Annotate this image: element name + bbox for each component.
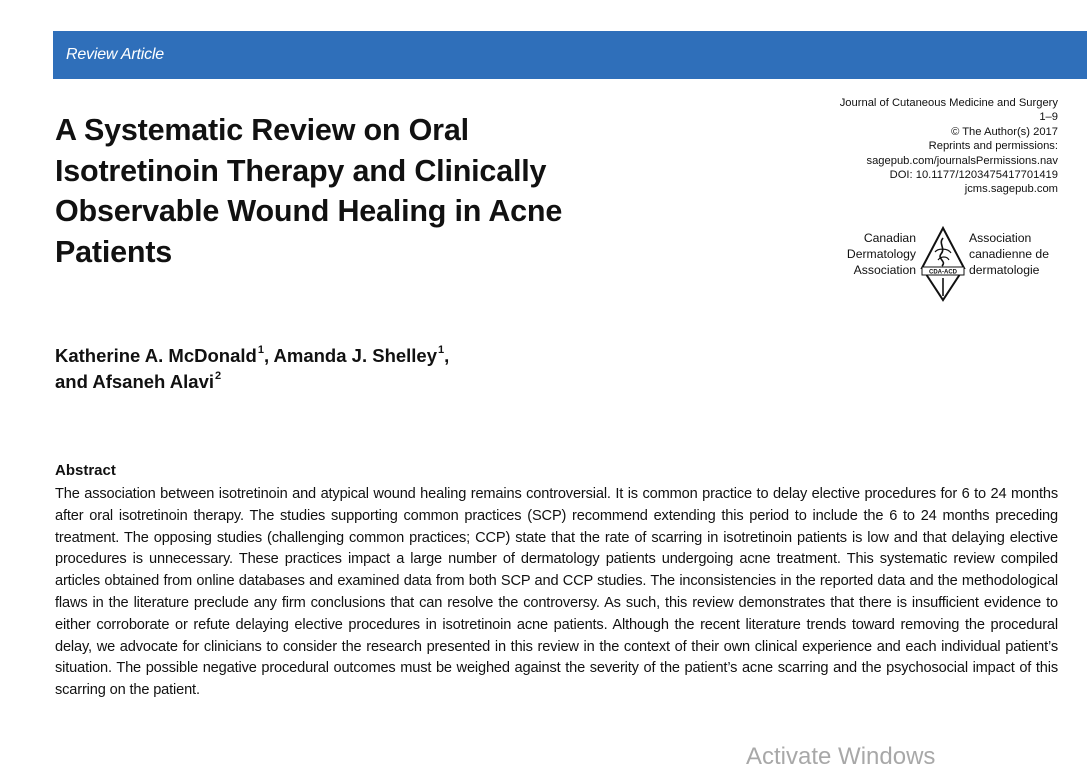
author-line: [55, 369, 675, 395]
association-block: [812, 226, 1072, 304]
copyright-notice: © The Author(s) 2017: [951, 125, 1058, 138]
page-range: 1–9: [1039, 111, 1058, 124]
abstract-heading: Abstract: [55, 462, 116, 479]
affiliation-marker[interactable]: 1: [438, 343, 445, 356]
cda-logo-icon: [920, 226, 966, 302]
cda-logo-text: CDA-ACD: [929, 269, 957, 276]
reprints-label: Reprints and permissions:: [928, 140, 1058, 153]
association-fr-line: canadienne de: [969, 247, 1049, 261]
affiliation-marker[interactable]: 2: [215, 369, 222, 382]
reprints-link[interactable]: sagepub.com/journalsPermissions.nav: [866, 154, 1058, 167]
association-fr-line: dermatologie: [969, 263, 1040, 277]
author-name: Afsaneh Alavi: [92, 371, 215, 392]
abstract-text: The association between isotretinoin and atypical wound healing remains controversial. It is common practice to delay elective procedures for 6 to 24 months after oral isotretinoin therapy. The studies supporting common practices (SCP) recommend extending this period to include the 6 to 24 months preceding treatment. The opposing studies (challenging common practices; CCP) state that the rate of scarring in isotretinoin patients is low and that delaying elective procedures is unnecessary. These practices impact a large number of dermatology patients undergoing acne treatment. This systematic review compiled articles obtained from online databases and examined data from both SCP and CCP studies. The inconsistencies in the reported data and the methodological flaws in the literature preclude any firm conclusions that can resolve the controversy. As such, this review demonstrates that there is insufficient evidence to either corroborate or refute delaying elective procedures in isotretinoin acne patients. Although the recent literature trends toward removing the procedural delay, we advocate for clinicians to consider the research presented in this review in the context of their own clinical experience and each individual patient’s situation. The possible negative procedural outcomes must be weighed against the severity of the patient’s acne scarring and the psychosocial impact of this scarring on the patient.: [55, 486, 1058, 699]
journal-name: Journal of Cutaneous Medicine and Surgery: [839, 97, 1058, 109]
journal-metadata: [728, 96, 1058, 197]
article-title: A Systematic Review on Oral Isotretinoin Therapy and Clinically Observable Wound Healing in Acne Patients: [55, 113, 563, 269]
author-list: [55, 343, 675, 395]
association-fr-line: Association: [969, 231, 1032, 245]
author-conjunction: and: [55, 371, 93, 392]
author-name: Amanda J. Shelley: [273, 345, 438, 366]
article-type-label: Review Article: [66, 46, 164, 63]
association-en-line: Association: [853, 263, 916, 277]
author-separator: ,: [263, 345, 274, 366]
journal-site-link[interactable]: jcms.sagepub.com: [964, 183, 1058, 196]
association-name-en: [812, 230, 916, 278]
doi-text[interactable]: DOI: 10.1177/1203475417701419: [889, 169, 1058, 182]
author-name: Katherine A. McDonald: [55, 345, 257, 366]
article-type-banner: [53, 31, 1087, 79]
affiliation-marker[interactable]: 1: [257, 343, 264, 356]
author-separator: ,: [444, 345, 450, 366]
activation-watermark: Activate Windows: [746, 743, 936, 770]
association-en-line: Dermatology: [846, 247, 916, 261]
association-name-fr: [969, 230, 1079, 278]
author-line: [55, 343, 675, 369]
association-en-line: Canadian: [863, 231, 916, 245]
